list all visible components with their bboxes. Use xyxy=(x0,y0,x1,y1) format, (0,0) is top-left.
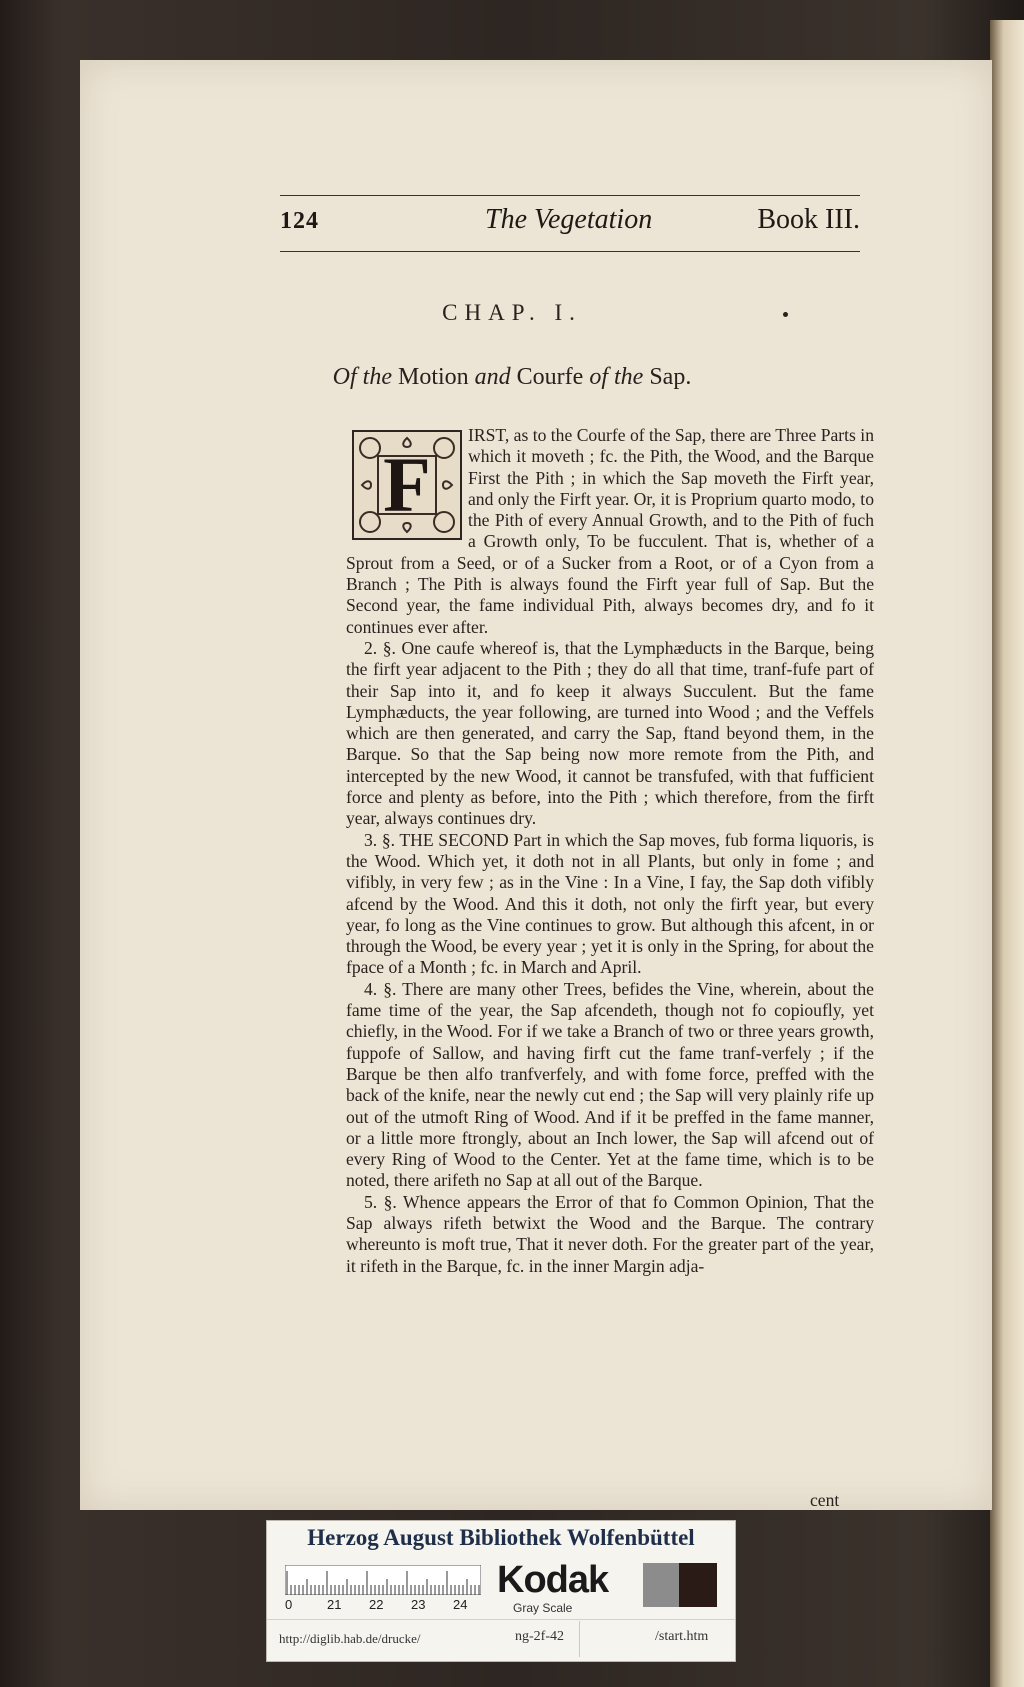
running-header xyxy=(280,195,860,252)
subtitle-part: Motion xyxy=(397,364,469,390)
library-title: Herzog August Bibliothek Wolfenbüttel xyxy=(307,1525,695,1550)
next-page-edge xyxy=(990,20,1024,1687)
library-url[interactable]: http://diglib.hab.de/drucke/ xyxy=(279,1631,421,1646)
shelfmark-code: ng-2f-42 xyxy=(515,1629,564,1644)
ruler-number: 23 xyxy=(411,1597,426,1612)
ruler-number: 22 xyxy=(369,1597,384,1612)
library-card xyxy=(266,1520,736,1662)
subtitle-part: and xyxy=(474,364,511,390)
gray-scale-label: Gray Scale xyxy=(513,1601,573,1615)
start-link[interactable]: /start.htm xyxy=(655,1629,709,1644)
body-text xyxy=(346,425,874,1277)
stray-dot xyxy=(783,312,788,317)
chapter-subtitle xyxy=(0,364,1024,391)
chapter-title: CHAP. I. xyxy=(442,300,582,325)
ruler-scale xyxy=(285,1565,481,1595)
catchword: cent xyxy=(810,1490,840,1510)
drop-cap-spacer xyxy=(346,425,468,545)
paragraph-5: 5. §. Whence appears the Error of that fo Common Opinion, That the Sap always rifeth betwixt the Wood and the Barque. The contrary whereunto is moft true, That it never doth. For the greater part of the year, it rifeth in the Barque, fc. in the inner Margin adja- xyxy=(346,1191,874,1276)
ruler-number: 24 xyxy=(453,1597,468,1612)
running-title: The Vegetation xyxy=(485,204,653,235)
paragraph-4: 4. §. There are many other Trees, befides the Vine, wherein, about the fame time of the year, the Sap afcendeth, though not fo copioufly, yet chiefly, in the Wood. For if we take a Branch of two or three years growth, fuppofe of Sallow, and having firft cut the fame tranf-verfely ; if the Barque be then alfo tranfverfely, and with fome force, preffed with the back of the knife, near the newly cut end ; the Sap will very plainly rife up out of the utmoft Ring of Wood. And if it be preffed in the fame manner, or a little more ftrongly, about an Inch lower, the Sap will afcend out of every Ring of Wood to the Center. Yet at the fame time, which is to be noted, there arifeth no Sap at all out of the Barque. xyxy=(346,978,874,1191)
gray-swatch xyxy=(643,1563,679,1607)
page-number: 124 xyxy=(280,208,319,234)
footer-separator xyxy=(579,1621,580,1657)
paragraph-1: IRST, as to the Courfe of the Sap, there are Three Parts in which it moveth ; fc. the Pith, the Wood, and the Barque First the Pith ; in which the Sap moveth the Firft year, and only the Firft year. Or, it is Proprium quarto modo, to the Pith of every Annual Growth, and to the Pith of fuch a Growth only, To be fucculent. That is, whether of a Sprout from a Seed, or of a Sucker from a Root, or of a Cyon from a Branch ; The Pith is always found the Firft year full of Sap. But the Second year, the fame individual Pith, always becomes dry, and fo it continues ever after. xyxy=(346,425,874,637)
ruler-number: 0 xyxy=(285,1597,293,1612)
drop-cap-letter: F xyxy=(383,441,431,528)
kodak-logo: Kodak xyxy=(497,1559,609,1601)
subtitle-part: Courfe xyxy=(516,364,584,390)
ruler-number: 21 xyxy=(327,1597,342,1612)
dark-swatch xyxy=(679,1563,717,1607)
paragraph-2: 2. §. One caufe whereof is, that the Lymphæducts in the Barque, being the firft year adjacent to the Pith ; they do all that time, tranf-fufe part of their Sap into it, and fo keep it always Succulent. But the fame Lymphæducts, the year following, are turned into Wood ; and the Veffels which are then generated, and carry the Sap, ftand beyond them, in the Barque. So that the Sap being now more remote from the Pith, and intercepted by the new Wood, it cannot be transfufed, with that fufficient force and plenty as before, into the Pith ; which therefore, from the firft year, always continues dry. xyxy=(346,637,874,829)
subtitle-part: of the xyxy=(589,364,644,390)
subtitle-part: Sap. xyxy=(649,364,692,390)
paragraph-3: 3. §. THE SECOND Part in which the Sap moves, fub forma liquoris, is the Wood. Which yet, it doth not in all Plants, but only in fome ; and vifibly, in very few ; as in the Vine : In a Vine, I fay, the Sap doth vifibly afcend by the Wood. And this it doth, not only the firft year, but every year, fo long as the Vine continues to grow. But although this afcent, in or through the Wood, be every year ; yet it is only in the Spring, for about the fpace of a Month ; fc. in March and April. xyxy=(346,829,874,978)
subtitle-part: Of the xyxy=(332,364,392,390)
book-label: Book III. xyxy=(757,204,860,235)
